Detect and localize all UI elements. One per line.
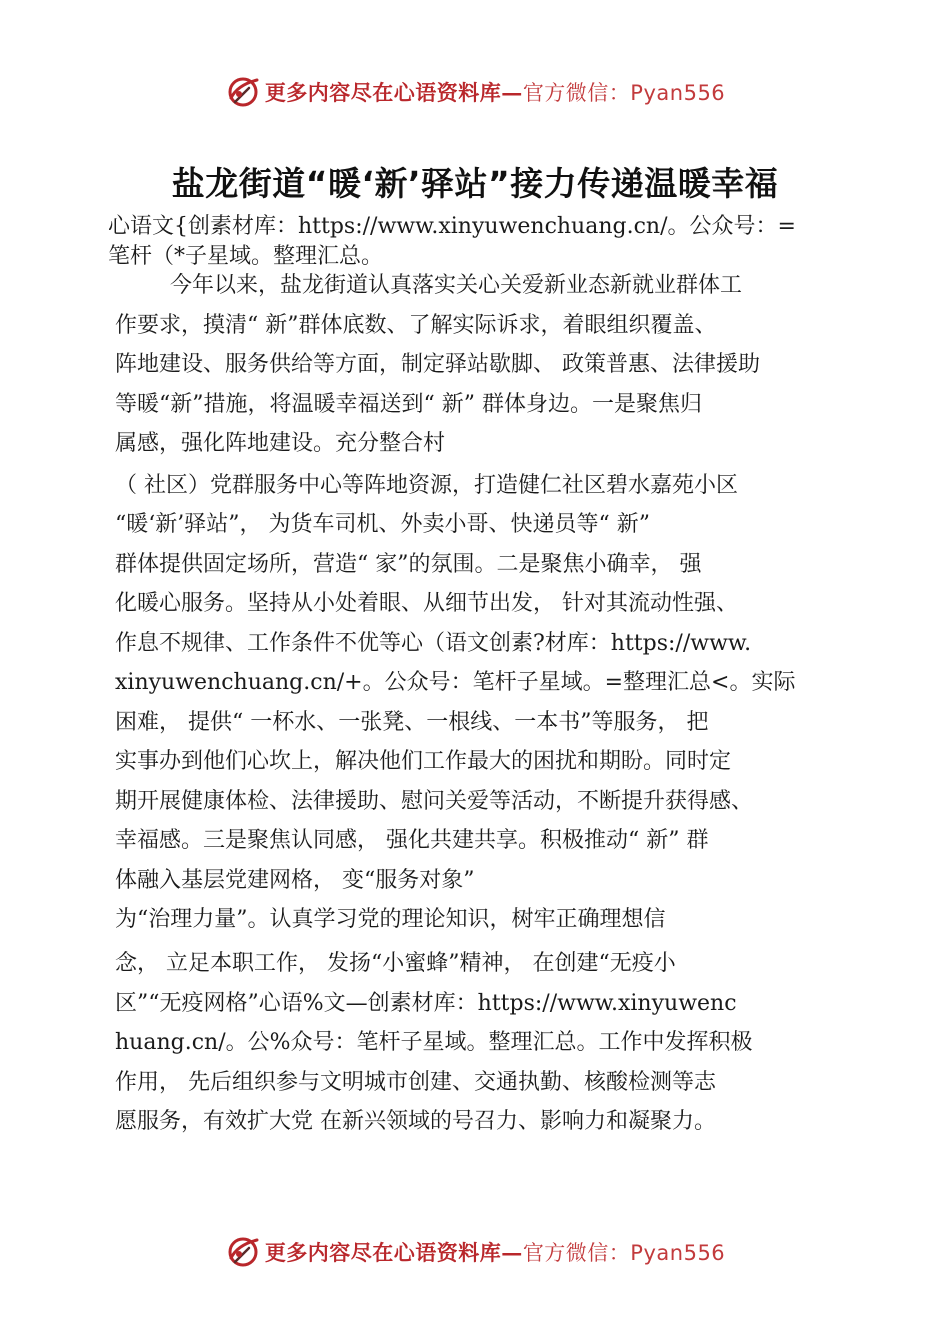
body-line: 笔杆（*子星域。整理汇总。 <box>108 244 384 269</box>
body-line: 愿服务，有效扩大党 在新兴领域的号召力、影响力和凝聚力。 <box>115 1109 716 1134</box>
red-pen-logo-icon <box>225 1234 261 1270</box>
red-pen-logo-icon <box>225 74 261 110</box>
body-line: 作息不规律、工作条件不优等心（语文创素?材库：https://www. <box>115 631 752 656</box>
body-line: 困难， 提供“ 一杯水、一张凳、一根线、一本书”等服务， 把 <box>115 710 709 735</box>
body-line: 区”“无疫网格”心语%文—创素材库：https://www.xinyuwenc <box>115 991 737 1016</box>
footer-banner-library: 更多内容尽在心语资料库— <box>264 1240 523 1265</box>
body-line: 体融入基层党建网格， 变“服务对象” <box>115 868 475 893</box>
footer-banner-wechat: 官方微信：Pyan556 <box>522 1241 726 1265</box>
body-line: 作用， 先后组织参与文明城市创建、交通执勤、核酸检测等志 <box>115 1070 716 1095</box>
header-banner-wechat: 官方微信：Pyan556 <box>522 81 726 105</box>
header-banner <box>0 72 950 112</box>
footer-banner <box>0 1232 950 1272</box>
body-line: 今年以来，盐龙街道认真落实关心关爱新业态新就业群体工 <box>170 273 743 298</box>
body-line: 心语文{创素材库：https://www.xinyuwenchuang.cn/。公众号：= <box>108 214 796 239</box>
footer-banner-text <box>265 1237 725 1267</box>
body-line: xinyuwenchuang.cn/+。公众号：笔杆子星域。=整理汇总<。实际 <box>115 670 796 695</box>
header-banner-text <box>265 77 725 107</box>
body-line: “暖‘新’驿站”， 为货车司机、外卖小哥、快递员等“ 新” <box>115 512 650 537</box>
body-line: 等暖“新”措施，将温暖幸福送到“ 新” 群体身边。一是聚焦归 <box>115 392 702 417</box>
body-line: 作要求，摸清“ 新”群体底数、了解实际诉求，着眼组织覆盖、 <box>115 313 717 338</box>
body-line: （ 社区）党群服务中心等阵地资源，打造健仁社区碧水嘉苑小区 <box>115 473 738 498</box>
body-line: 阵地建设、服务供给等方面，制定驿站歇脚、 政策普惠、法律援助 <box>115 352 760 377</box>
body-line: 群体提供固定场所，营造“ 家”的氛围。二是聚焦小确幸， 强 <box>115 552 702 577</box>
body-line: huang.cn/。公%众号：笔杆子星域。整理汇总。工作中发挥积极 <box>115 1030 753 1055</box>
body-line: 为“治理力量”。认真学习党的理论知识，树牢正确理想信 <box>115 907 666 932</box>
body-line: 实事办到他们心坎上，解决他们工作最大的困扰和期盼。同时定 <box>115 749 732 774</box>
document-title: 盐龙街道“暖‘新’驿站”接力传递温暖幸福 <box>171 164 779 203</box>
body-line: 化暖心服务。坚持从小处着眼、从细节出发， 针对其流动性强、 <box>115 591 738 616</box>
body-line: 念， 立足本职工作， 发扬“小蜜蜂”精神， 在创建“无疫小 <box>115 951 676 976</box>
body-line: 幸福感。三是聚焦认同感， 强化共建共享。积极推动“ 新” 群 <box>115 828 709 853</box>
body-line: 期开展健康体检、法律援助、慰问关爱等活动，不断提升获得感、 <box>115 789 754 814</box>
header-banner-library: 更多内容尽在心语资料库— <box>264 80 523 105</box>
body-line: 属感，强化阵地建设。充分整合村 <box>115 431 446 456</box>
